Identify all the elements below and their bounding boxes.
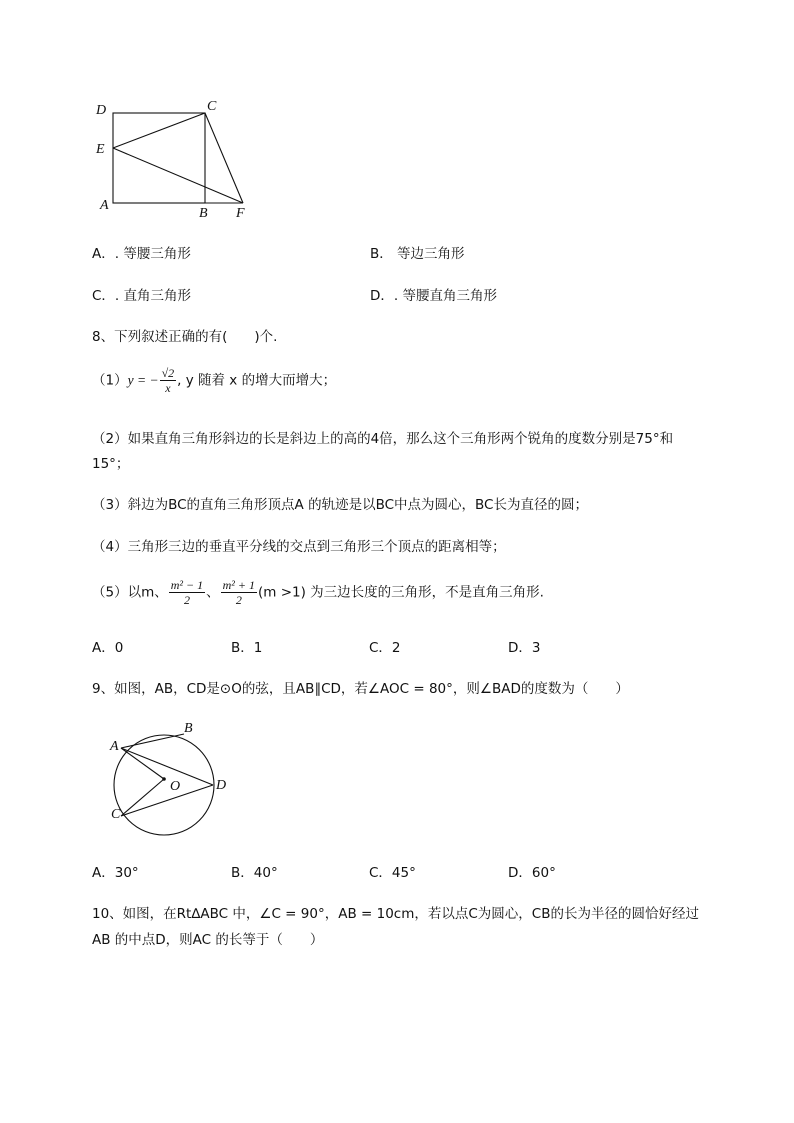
q7-option-d: D．. 等腰直角三角形 [370,288,497,304]
s1-den: x [165,381,171,395]
s1-rest: , y 随着 x 的增大而增大； [177,372,337,389]
label-b: B [199,206,208,221]
s1-fraction [160,366,177,395]
segment-ec [113,113,205,148]
s5-fraction-2 [221,578,257,607]
s5-f2-den: 2 [235,593,242,607]
s1-prefix: （1） [92,372,128,389]
q10-line1: 10、如图，在Rt∆ABC 中，∠C = 90°，AB = 10cm，若以点C为圆心，CB的长为半径的圆恰好经过 [92,906,699,922]
q9-option-b: B．40° [231,865,278,881]
s1-lhs: y = − [127,372,159,388]
label-a: A [100,198,109,213]
label-b: B [184,721,193,736]
q7-option-c: C．. 直角三角形 [92,288,192,304]
s5-sep: 、 [206,584,220,601]
label-d: D [96,103,107,118]
q7-option-b: B． 等边三角形 [370,246,465,262]
q8-statement-2-line1: （2）如果直角三角形斜边的长是斜边上的高的4倍，那么这个三角形两个锐角的度数分别是75°和 [92,431,674,447]
q8-option-a: A．0 [92,640,124,656]
label-d: D [216,778,227,793]
s5-rest: (m >1) 为三边长度的三角形，不是直角三角形. [258,584,544,601]
q9-option-c: C．45° [369,865,416,881]
s5-f1-den: 2 [183,593,190,607]
q8-option-c: C．2 [369,640,401,656]
q8-statement-2-line2: 15°； [92,456,130,472]
q10-line2: AB 的中点D，则AC 的长等于（ ） [92,932,324,948]
figure-circle [100,715,240,840]
label-o: O [170,779,181,794]
center-point [162,777,166,781]
q8-option-b: B．1 [231,640,263,656]
q8-statement-5 [92,578,544,607]
segment-ao [121,748,164,779]
label-e: E [96,142,105,157]
s1-num: √2 [161,366,175,380]
q9-option-d: D．60° [508,865,556,881]
q8-statement-3: （3）斜边为BC的直角三角形顶点A 的轨迹是以BC中点为圆心，BC长为直径的圆； [92,497,588,513]
label-c: C [207,99,217,114]
q9-option-a: A．30° [92,865,139,881]
q8-option-d: D．3 [508,640,541,656]
label-a: A [110,739,119,754]
q8-statement-4: （4）三角形三边的垂直平分线的交点到三角形三个顶点的距离相等； [92,539,506,555]
segment-co [121,779,164,816]
q8-stem: 8、下列叙述正确的有( )个. [92,329,278,345]
s5-prefix: （5）以m、 [92,584,168,601]
figure-rectangle-triangle [90,95,260,225]
circle-o [114,735,214,835]
q9-stem: 9、如图，AB，CD是⊙O的弦，且AB∥CD，若∠AOC = 80°，则∠BAD的度数为（ ） [92,681,629,697]
q8-statement-1 [92,366,336,395]
segment-ad [121,748,213,785]
chord-cd [121,785,213,816]
s5-f1-num: m² − 1 [170,578,204,592]
label-c: C [111,807,121,822]
rectangle-abcd [113,113,205,203]
s5-f2-num: m² + 1 [222,578,255,592]
label-f: F [236,206,245,221]
s5-fraction-1 [169,578,205,607]
q7-option-a: A．. 等腰三角形 [92,246,191,262]
